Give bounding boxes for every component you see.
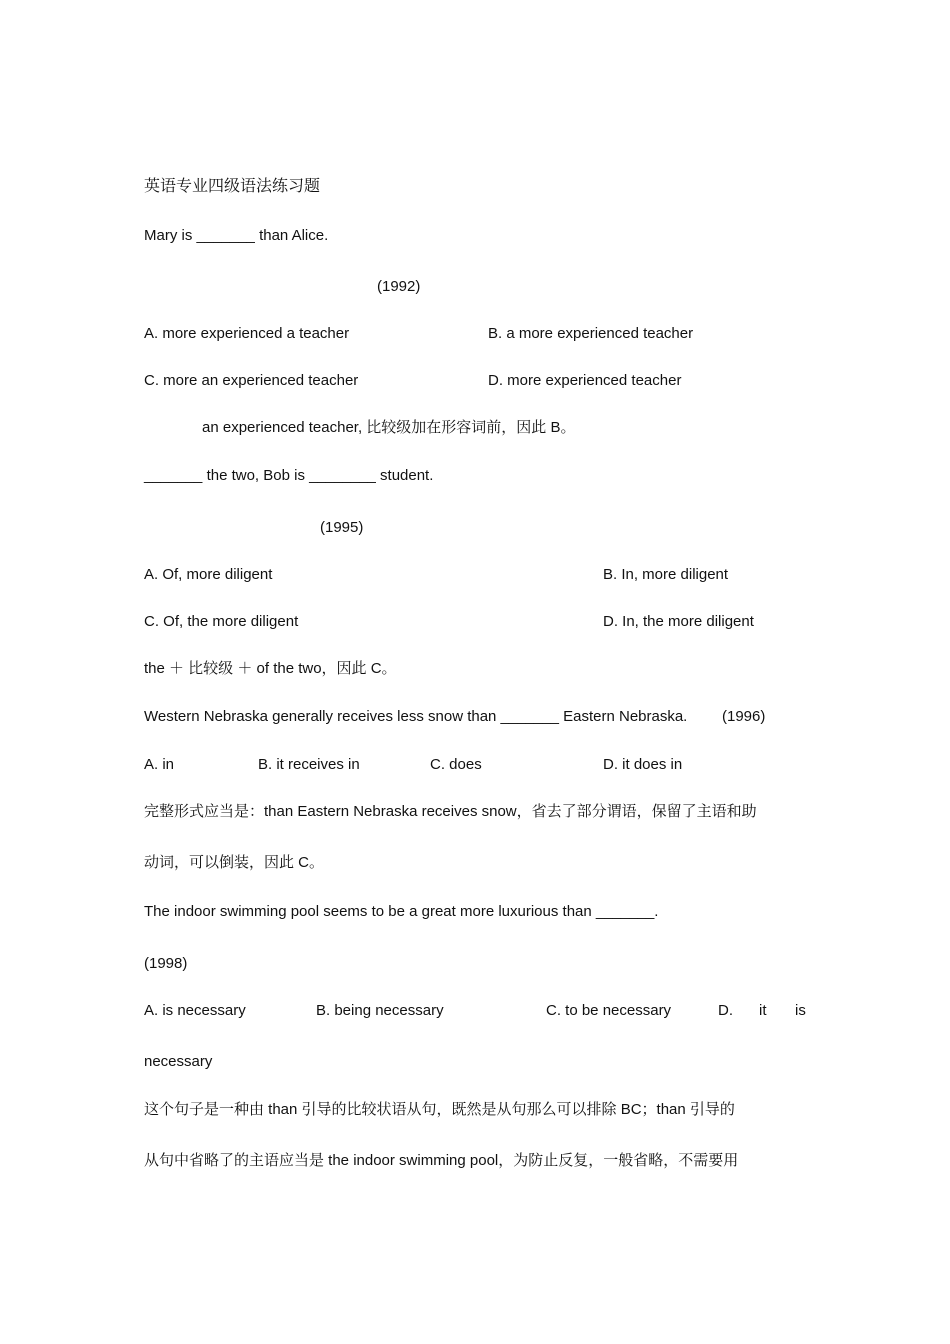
- question-3-explanation-line-1: 完整形式应当是：than Eastern Nebraska receives snow，省去了部分谓语，保留了主语和助: [144, 803, 757, 820]
- question-4-stem: The indoor swimming pool seems to be a great more luxurious than _______.: [144, 903, 659, 920]
- question-3-stem: Western Nebraska generally receives less snow than _______ Eastern Nebraska.: [144, 708, 688, 725]
- question-2-option-c: C. Of, the more diligent: [144, 613, 299, 630]
- document-title: 英语专业四级语法练习题: [144, 178, 321, 195]
- question-2-option-a: A. Of, more diligent: [144, 566, 273, 583]
- question-2-option-d: D. In, the more diligent: [603, 613, 754, 630]
- question-2-option-b: B. In, more diligent: [603, 566, 729, 583]
- question-4-option-a: A. is necessary: [144, 1002, 246, 1019]
- question-3-option-d: D. it does in: [603, 756, 683, 773]
- question-3-year: (1996): [722, 708, 766, 725]
- question-2-explanation: the ＋ 比较级 ＋ of the two，因此 C。: [144, 660, 397, 677]
- question-3-option-b: B. it receives in: [258, 756, 360, 773]
- question-1-option-d: D. more experienced teacher: [488, 372, 682, 389]
- question-4-explanation-line-1: 这个句子是一种由 than 引导的比较状语从句，既然是从句那么可以排除 BC；than 引导的: [144, 1101, 735, 1118]
- question-4-option-d-label: D.: [718, 1002, 733, 1019]
- question-3-explanation-line-2: 动词，可以倒装，因此 C。: [144, 854, 325, 871]
- question-2-stem: _______ the two, Bob is ________ student.: [144, 467, 434, 484]
- question-4-option-d-word: necessary: [144, 1053, 213, 1070]
- question-1-year: (1992): [377, 278, 421, 295]
- question-4-option-d-word: is: [795, 1002, 806, 1019]
- question-1-option-b: B. a more experienced teacher: [488, 325, 694, 342]
- question-1-option-c: C. more an experienced teacher: [144, 372, 359, 389]
- question-1-option-a: A. more experienced a teacher: [144, 325, 350, 342]
- question-1-stem: Mary is _______ than Alice.: [144, 227, 329, 244]
- question-4-option-b: B. being necessary: [316, 1002, 444, 1019]
- question-4-year: (1998): [144, 955, 188, 972]
- question-3-option-c: C. does: [430, 756, 482, 773]
- question-3-option-a: A. in: [144, 756, 175, 773]
- question-1-explanation: an experienced teacher, 比较级加在形容词前，因此 B。: [202, 419, 576, 436]
- question-4-option-c: C. to be necessary: [546, 1002, 672, 1019]
- question-4-explanation-line-2: 从句中省略了的主语应当是 the indoor swimming pool，为防止反复，一般省略，不需要用: [144, 1152, 739, 1169]
- question-2-year: (1995): [320, 519, 364, 536]
- question-4-option-d-word: it: [759, 1002, 767, 1019]
